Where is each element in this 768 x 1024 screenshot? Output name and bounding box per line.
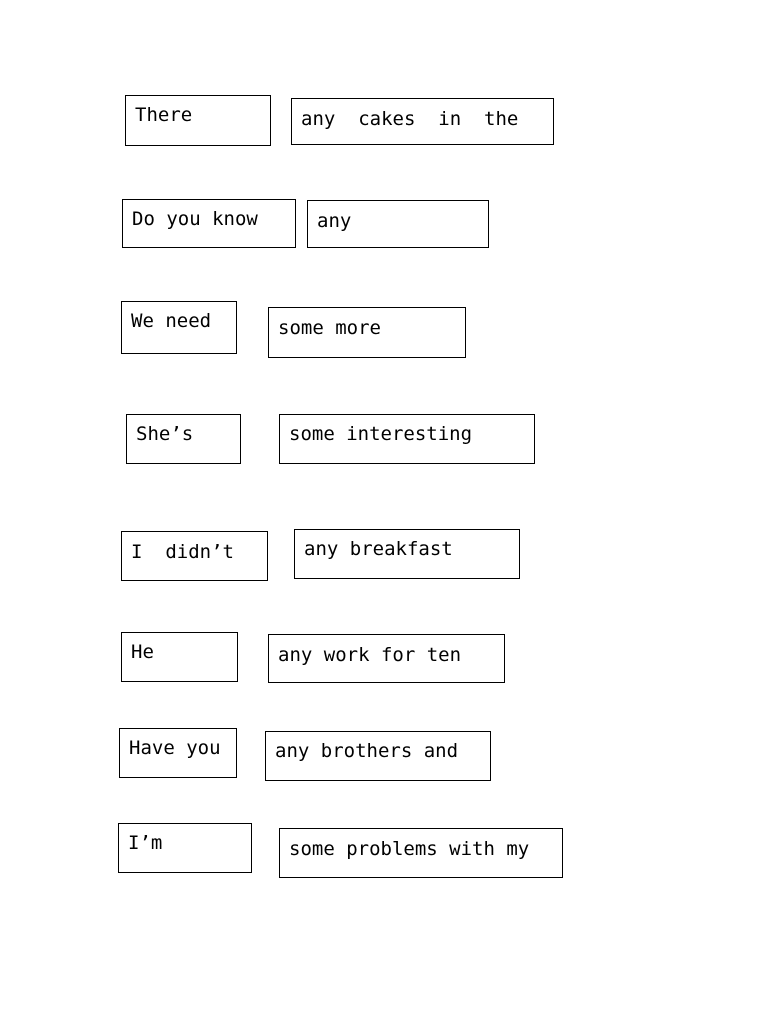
word-card-some-interesting[interactable]: some interesting [279,414,535,464]
word-card-do-you-know[interactable]: Do you know [122,199,296,248]
word-card-he[interactable]: He [121,632,238,682]
word-card-shes[interactable]: She’s [126,414,241,464]
word-card-some-problems-with-my[interactable]: some problems with my [279,828,563,878]
word-card-have-you[interactable]: Have you [119,728,237,778]
word-card-some-more[interactable]: some more [268,307,466,358]
word-card-any-breakfast[interactable]: any breakfast [294,529,520,579]
word-card-i-didnt[interactable]: I didn’t [121,531,268,581]
word-card-any[interactable]: any [307,200,489,248]
word-card-any-work-for-ten[interactable]: any work for ten [268,634,505,683]
word-card-im[interactable]: I’m [118,823,252,873]
word-card-any-brothers-and[interactable]: any brothers and [265,731,491,781]
word-card-any-cakes-in-the[interactable]: any cakes in the [291,98,554,145]
word-card-there[interactable]: There [125,95,271,146]
word-card-we-need[interactable]: We need [121,301,237,354]
